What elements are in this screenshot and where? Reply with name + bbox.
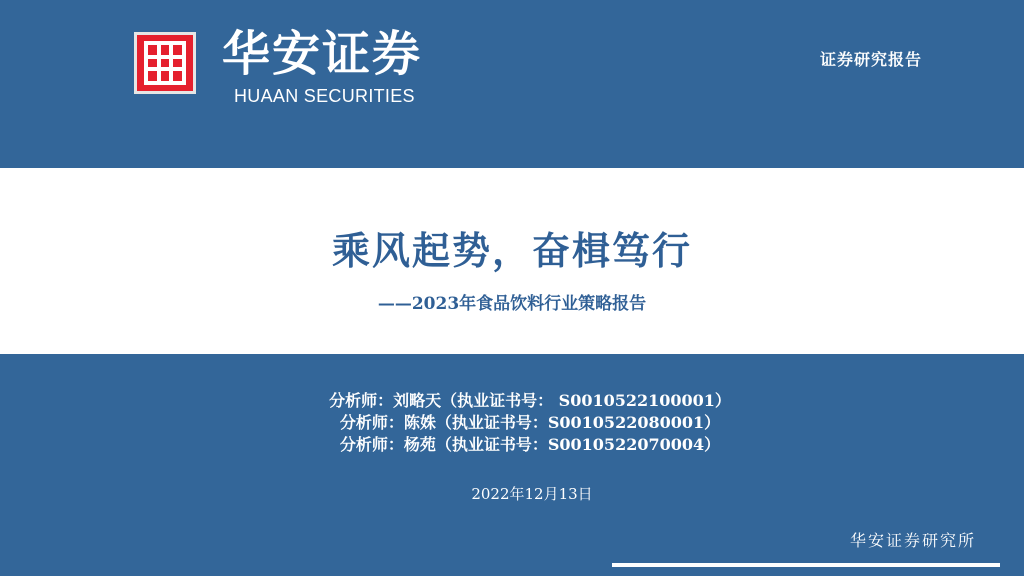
report-title: 乘风起势，奋楫笃行 bbox=[331, 228, 692, 273]
footer-divider bbox=[612, 563, 1000, 567]
institute-name: 华安证券研究所 bbox=[849, 531, 976, 550]
analyst-line: 分析师：杨苑（执业证书号：S0010522070004） bbox=[339, 435, 721, 454]
analyst-list bbox=[0, 390, 1024, 456]
analyst-line: 分析师：陈姝（执业证书号：S0010522080001） bbox=[339, 413, 721, 432]
report-subtitle: ——2023年食品饮料行业策略报告 bbox=[377, 294, 647, 314]
huaan-seal-logo-icon bbox=[134, 32, 196, 94]
analyst-line: 分析师：刘略天（执业证书号： S0010522100001） bbox=[329, 391, 731, 410]
report-type-label: 证券研究报告 bbox=[819, 50, 922, 69]
brand-name-chinese: 华安证券 bbox=[222, 26, 423, 82]
report-date: 2022年12月13日 bbox=[471, 485, 593, 503]
brand-name-english: HUAAN SECURITIES bbox=[234, 86, 415, 106]
